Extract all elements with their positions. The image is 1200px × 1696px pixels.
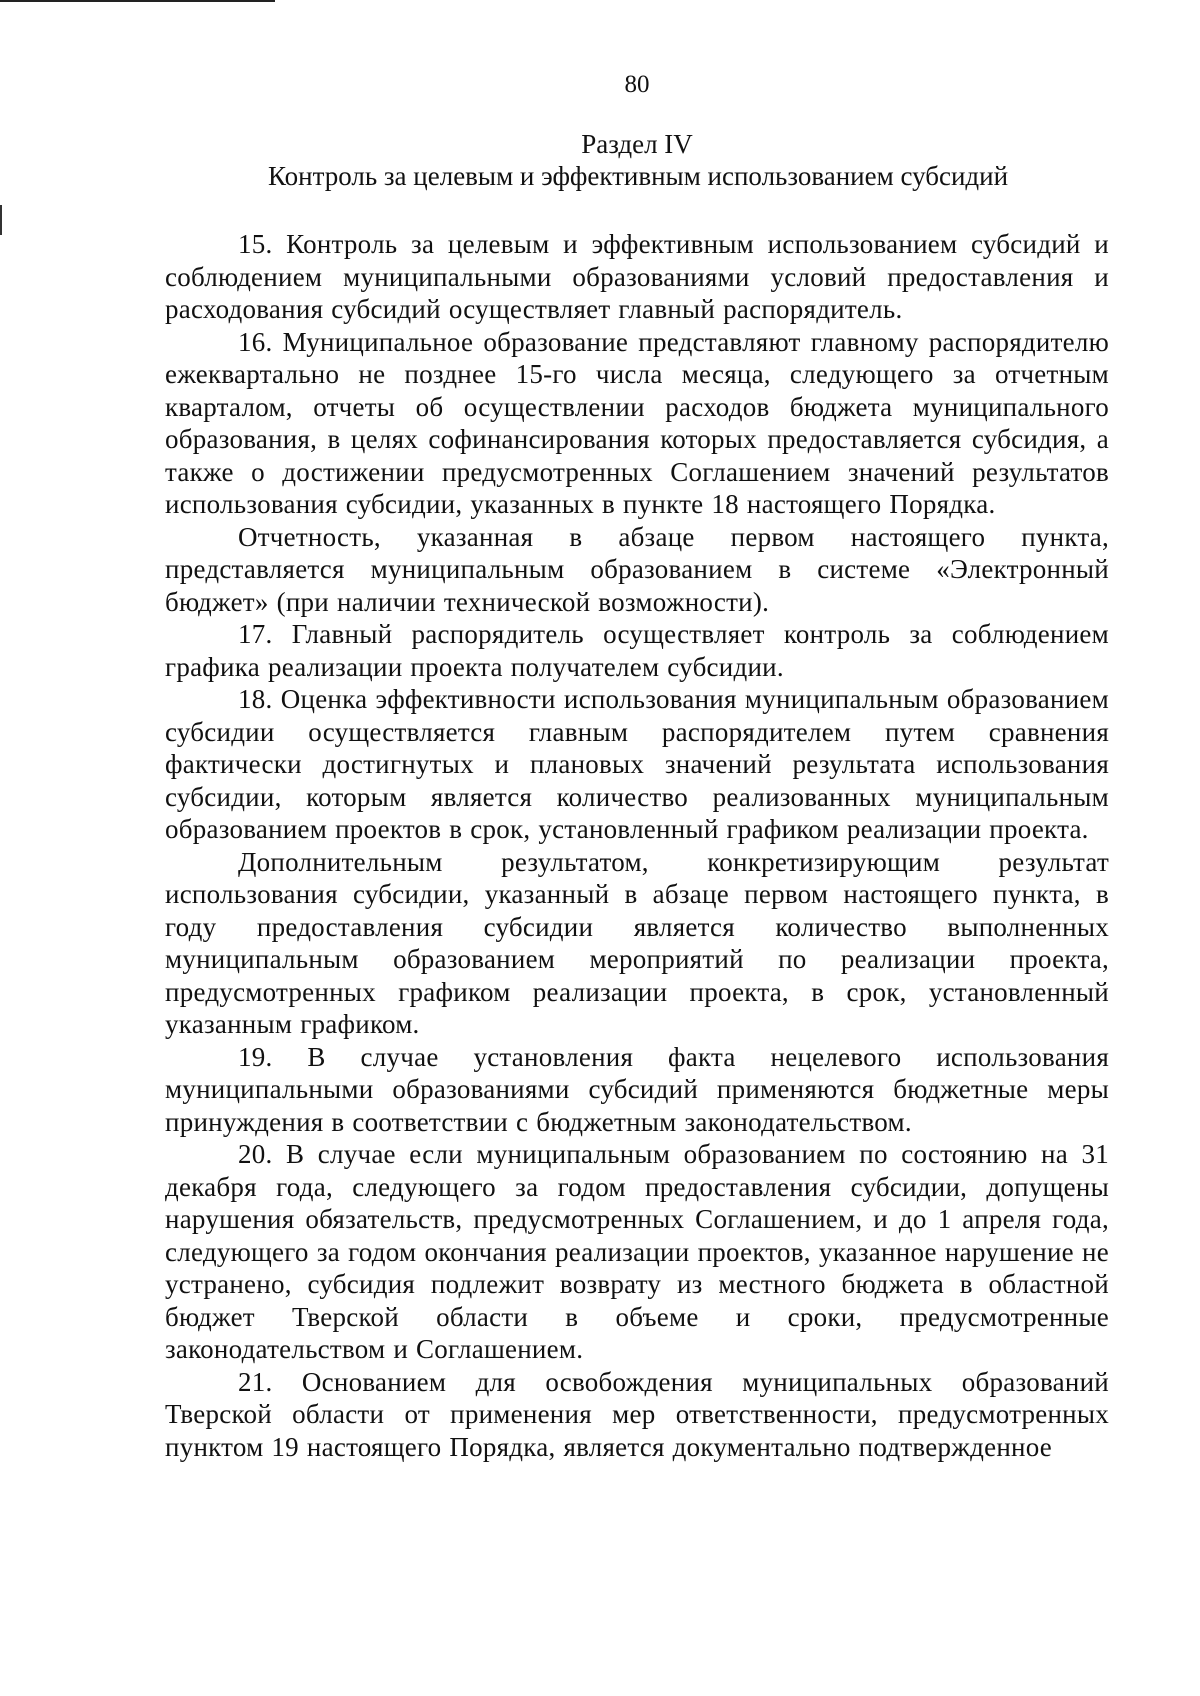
paragraph-18-additional: Дополнительным результатом, конкретизирующим результат использования субсидии, указанный в абзаце первом настоящего пункта, в году предоставления субсидии является количество выполненных муниципальным образованием мероприятий по реализации проекта, предусмотренных графиком реализации проекта, в срок, установленный указанным графиком. bbox=[165, 846, 1109, 1039]
scan-edge-mark bbox=[0, 205, 2, 235]
paragraph-21: 21. Основанием для освобождения муниципальных образований Тверской области от применения мер ответственности, предусмотренных пунктом 19 настоящего Порядка, является документально подтвержденное bbox=[165, 1366, 1109, 1462]
body-text bbox=[165, 228, 1109, 1463]
section-title: Раздел IV bbox=[581, 129, 693, 159]
paragraph-20: 20. В случае если муниципальным образованием по состоянию на 31 декабря года, следующего за годом предоставления субсидии, допущены нарушения обязательств, предусмотренных Соглашением, и до 1 апреля года, следующего за годом окончания реализации проектов, указанное нарушение не устранено, субсидия подлежит возврату из местного бюджета в областной бюджет Тверской области в объеме и сроки, предусмотренные законодательством и Соглашением. bbox=[165, 1139, 1109, 1364]
paragraph-16: 16. Муниципальное образование представляют главному распорядителю ежеквартально не позднее 15-го числа месяца, следующего за отчетным кварталом, отчеты об осуществлении расходов бюджета муниципального образования, в целях софинансирования которых предоставляется субсидия, а также о достижении предусмотренных Соглашением значений результатов использования субсидии, указанных в пункте 18 настоящего Порядка. bbox=[165, 326, 1109, 519]
paragraph-16-reporting: Отчетность, указанная в абзаце первом настоящего пункта, представляется муниципальным образованием в системе «Электронный бюджет» (при наличии технической возможности). bbox=[165, 521, 1109, 617]
paragraph-19: 19. В случае установления факта нецелевого использования муниципальными образованиями субсидий применяются бюджетные меры принуждения в соответствии с бюджетным законодательством. bbox=[165, 1041, 1109, 1137]
paragraph-17: 17. Главный распорядитель осуществляет контроль за соблюдением графика реализации проекта получателем субсидии. bbox=[165, 619, 1109, 682]
page-number: 80 bbox=[624, 71, 650, 98]
section-subtitle: Контроль за целевым и эффективным использованием субсидий bbox=[267, 161, 1009, 191]
paragraph-15: 15. Контроль за целевым и эффективным использованием субсидий и соблюдением муниципальными образованиями условий предоставления и расходования субсидий осуществляет главный распорядитель. bbox=[165, 229, 1109, 324]
paragraph-18: 18. Оценка эффективности использования муниципальным образованием субсидии осуществляется главным распорядителем путем сравнения фактически достигнутых и плановых значений результата использования субсидии, которым является количество реализованных муниципальным образованием проектов в срок, установленный графиком реализации проекта. bbox=[165, 684, 1109, 844]
scan-edge-line bbox=[0, 0, 275, 2]
